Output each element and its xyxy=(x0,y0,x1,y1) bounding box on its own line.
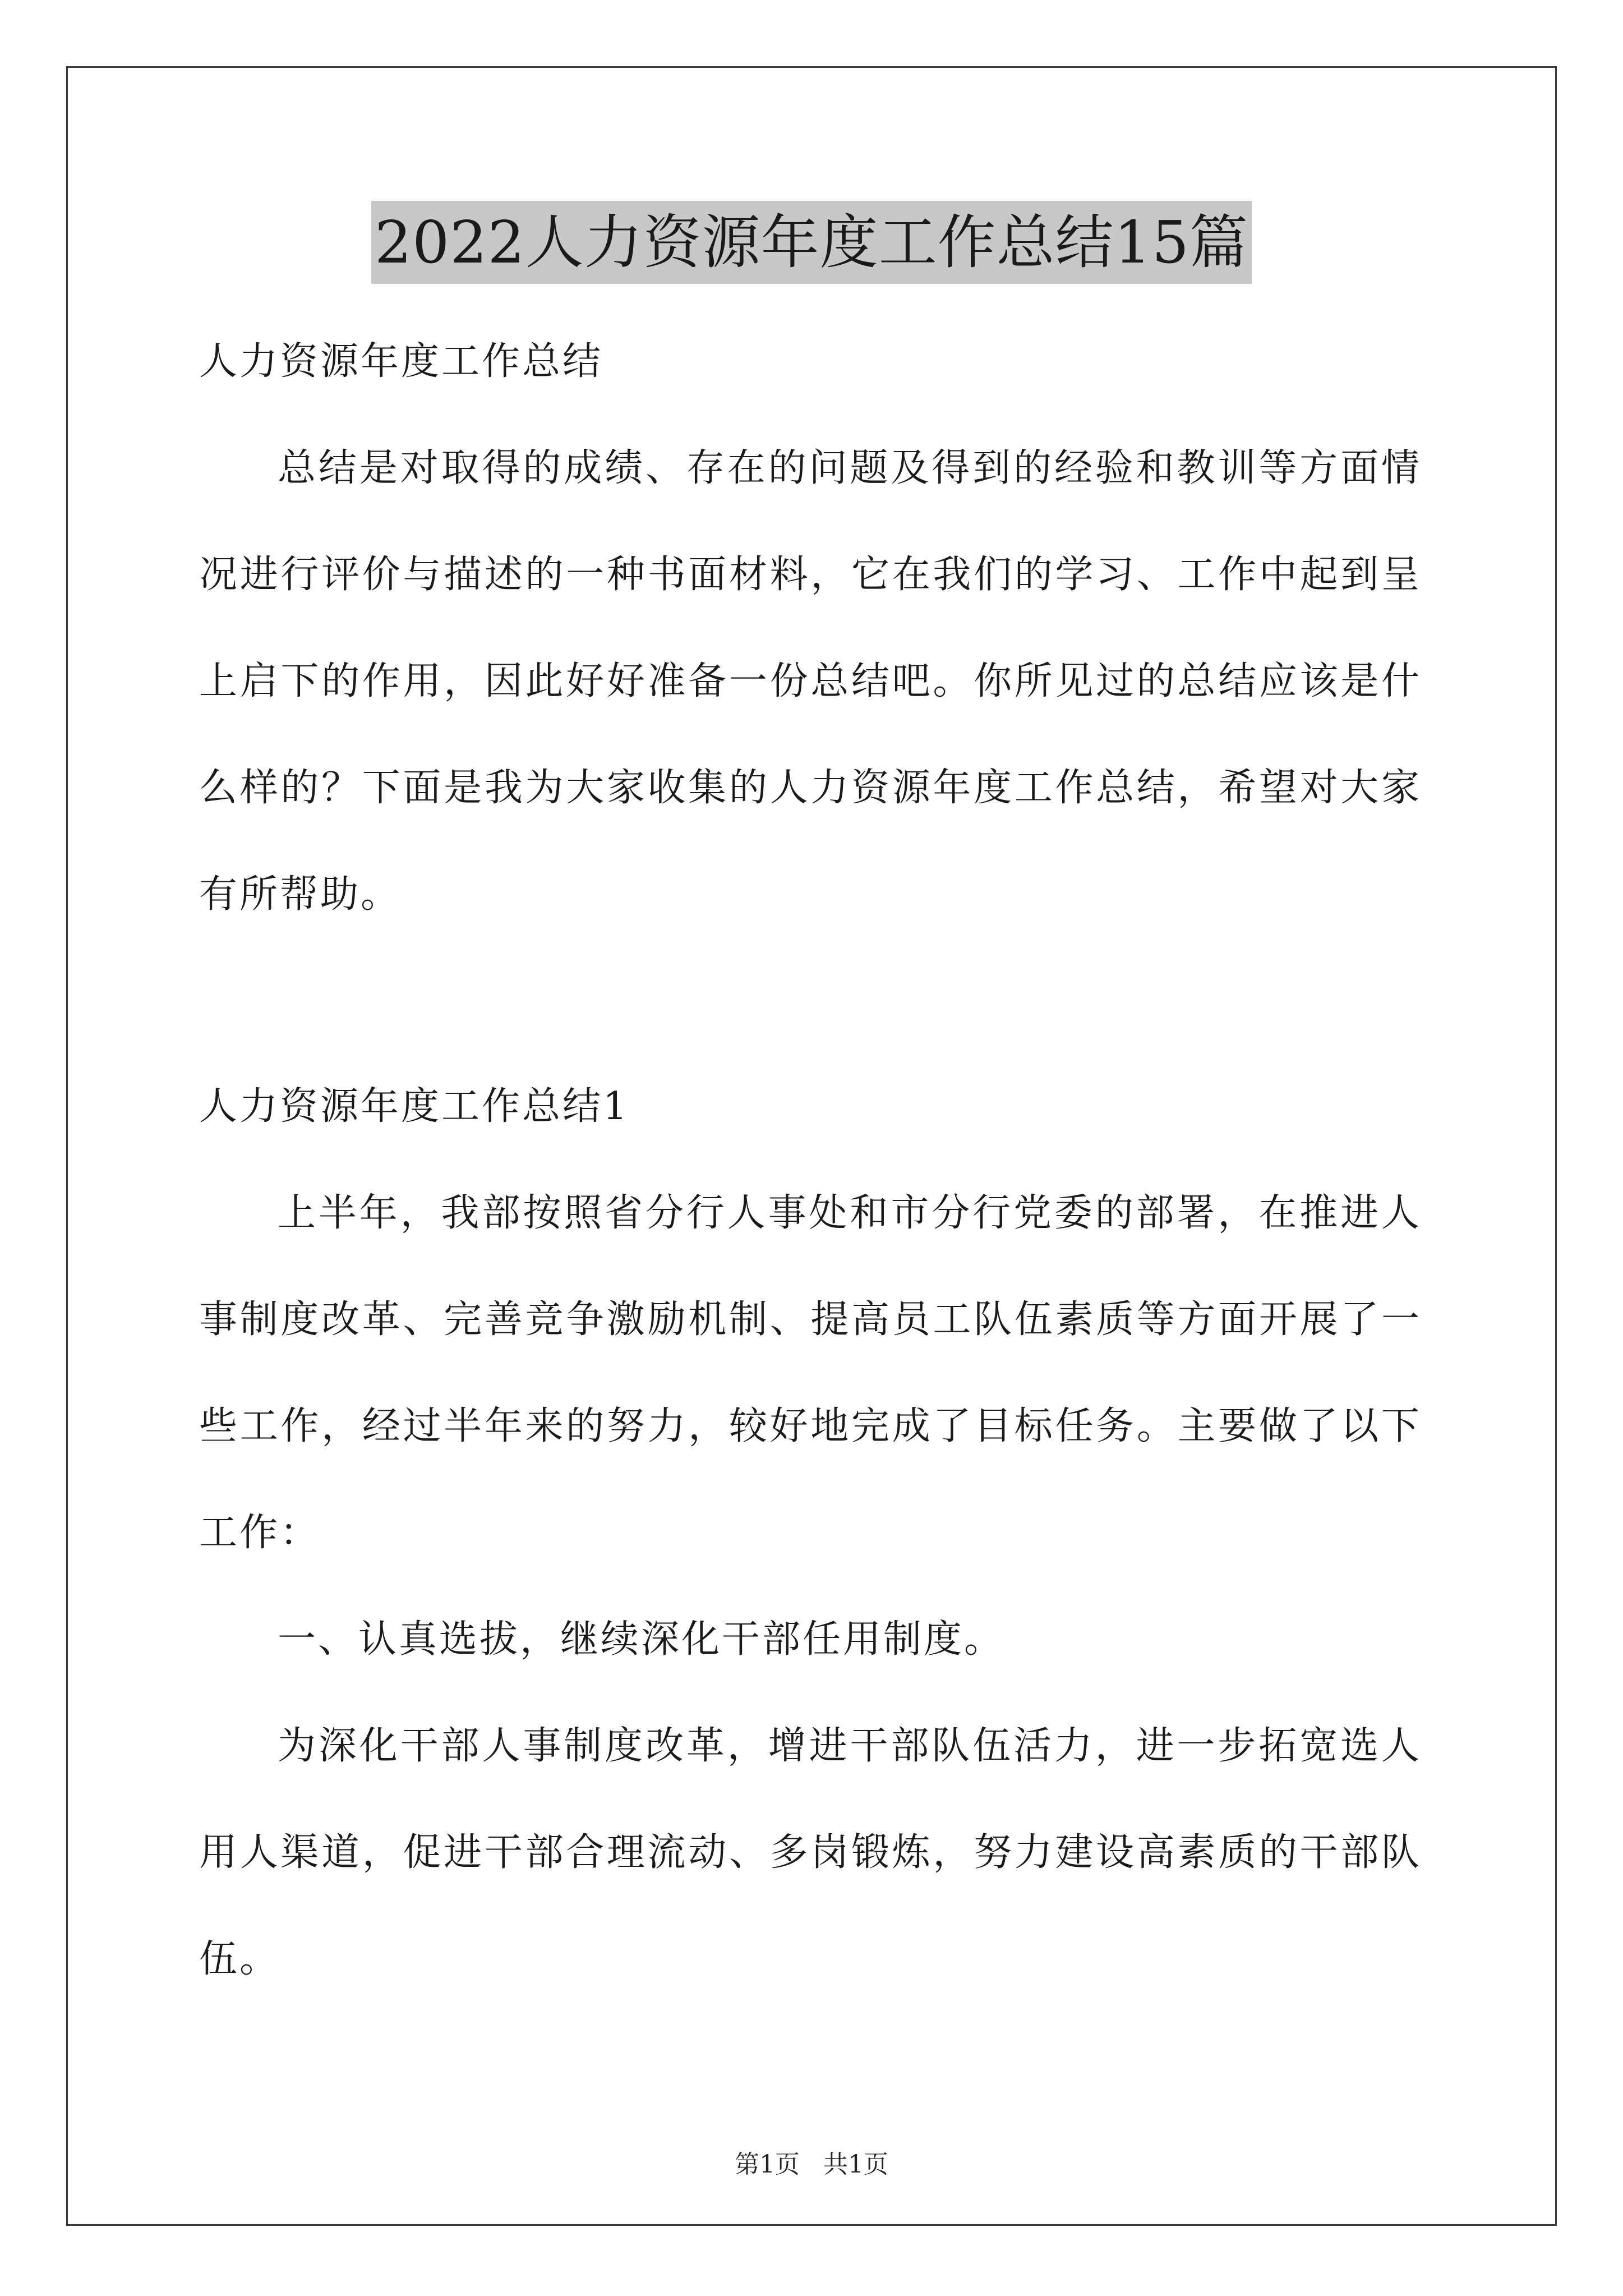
document-title: 2022人力资源年度工作总结15篇 xyxy=(371,201,1252,284)
page-footer xyxy=(0,2144,1623,2180)
intro-paragraph: 总结是对取得的成绩、存在的问题及得到的经验和教训等方面情况进行评价与描述的一种书面材料，它在我们的学习、工作中起到呈上启下的作用，因此好好准备一份总结吧。你所见过的总结应该是什么样的？下面是我为大家收集的人力资源年度工作总结，希望对大家有所帮助。 xyxy=(199,446,1422,917)
title-container xyxy=(0,201,1623,284)
page-total: 共1页 xyxy=(823,2150,888,2179)
section-gap xyxy=(199,948,1422,1053)
document-body xyxy=(199,309,1422,2013)
intro-heading: 人力资源年度工作总结 xyxy=(199,339,603,384)
page-number: 第1页 xyxy=(735,2150,800,2179)
section-1-point-1: 一、认真选拔，继续深化干部任用制度。 xyxy=(278,1617,1005,1662)
section-1-paragraph-2: 为深化干部人事制度改革，增进干部队伍活力，进一步拓宽选人用人渠道，促进干部合理流动、多岗锻炼，努力建设高素质的干部队伍。 xyxy=(199,1724,1422,1981)
section-1-paragraph-1: 上半年，我部按照省分行人事处和市分行党委的部署，在推进人事制度改革、完善竞争激励机制、提高员工队伍素质等方面开展了一些工作，经过半年来的努力，较好地完成了目标任务。主要做了以下工作： xyxy=(199,1191,1422,1555)
section-1-heading: 人力资源年度工作总结1 xyxy=(199,1084,630,1129)
